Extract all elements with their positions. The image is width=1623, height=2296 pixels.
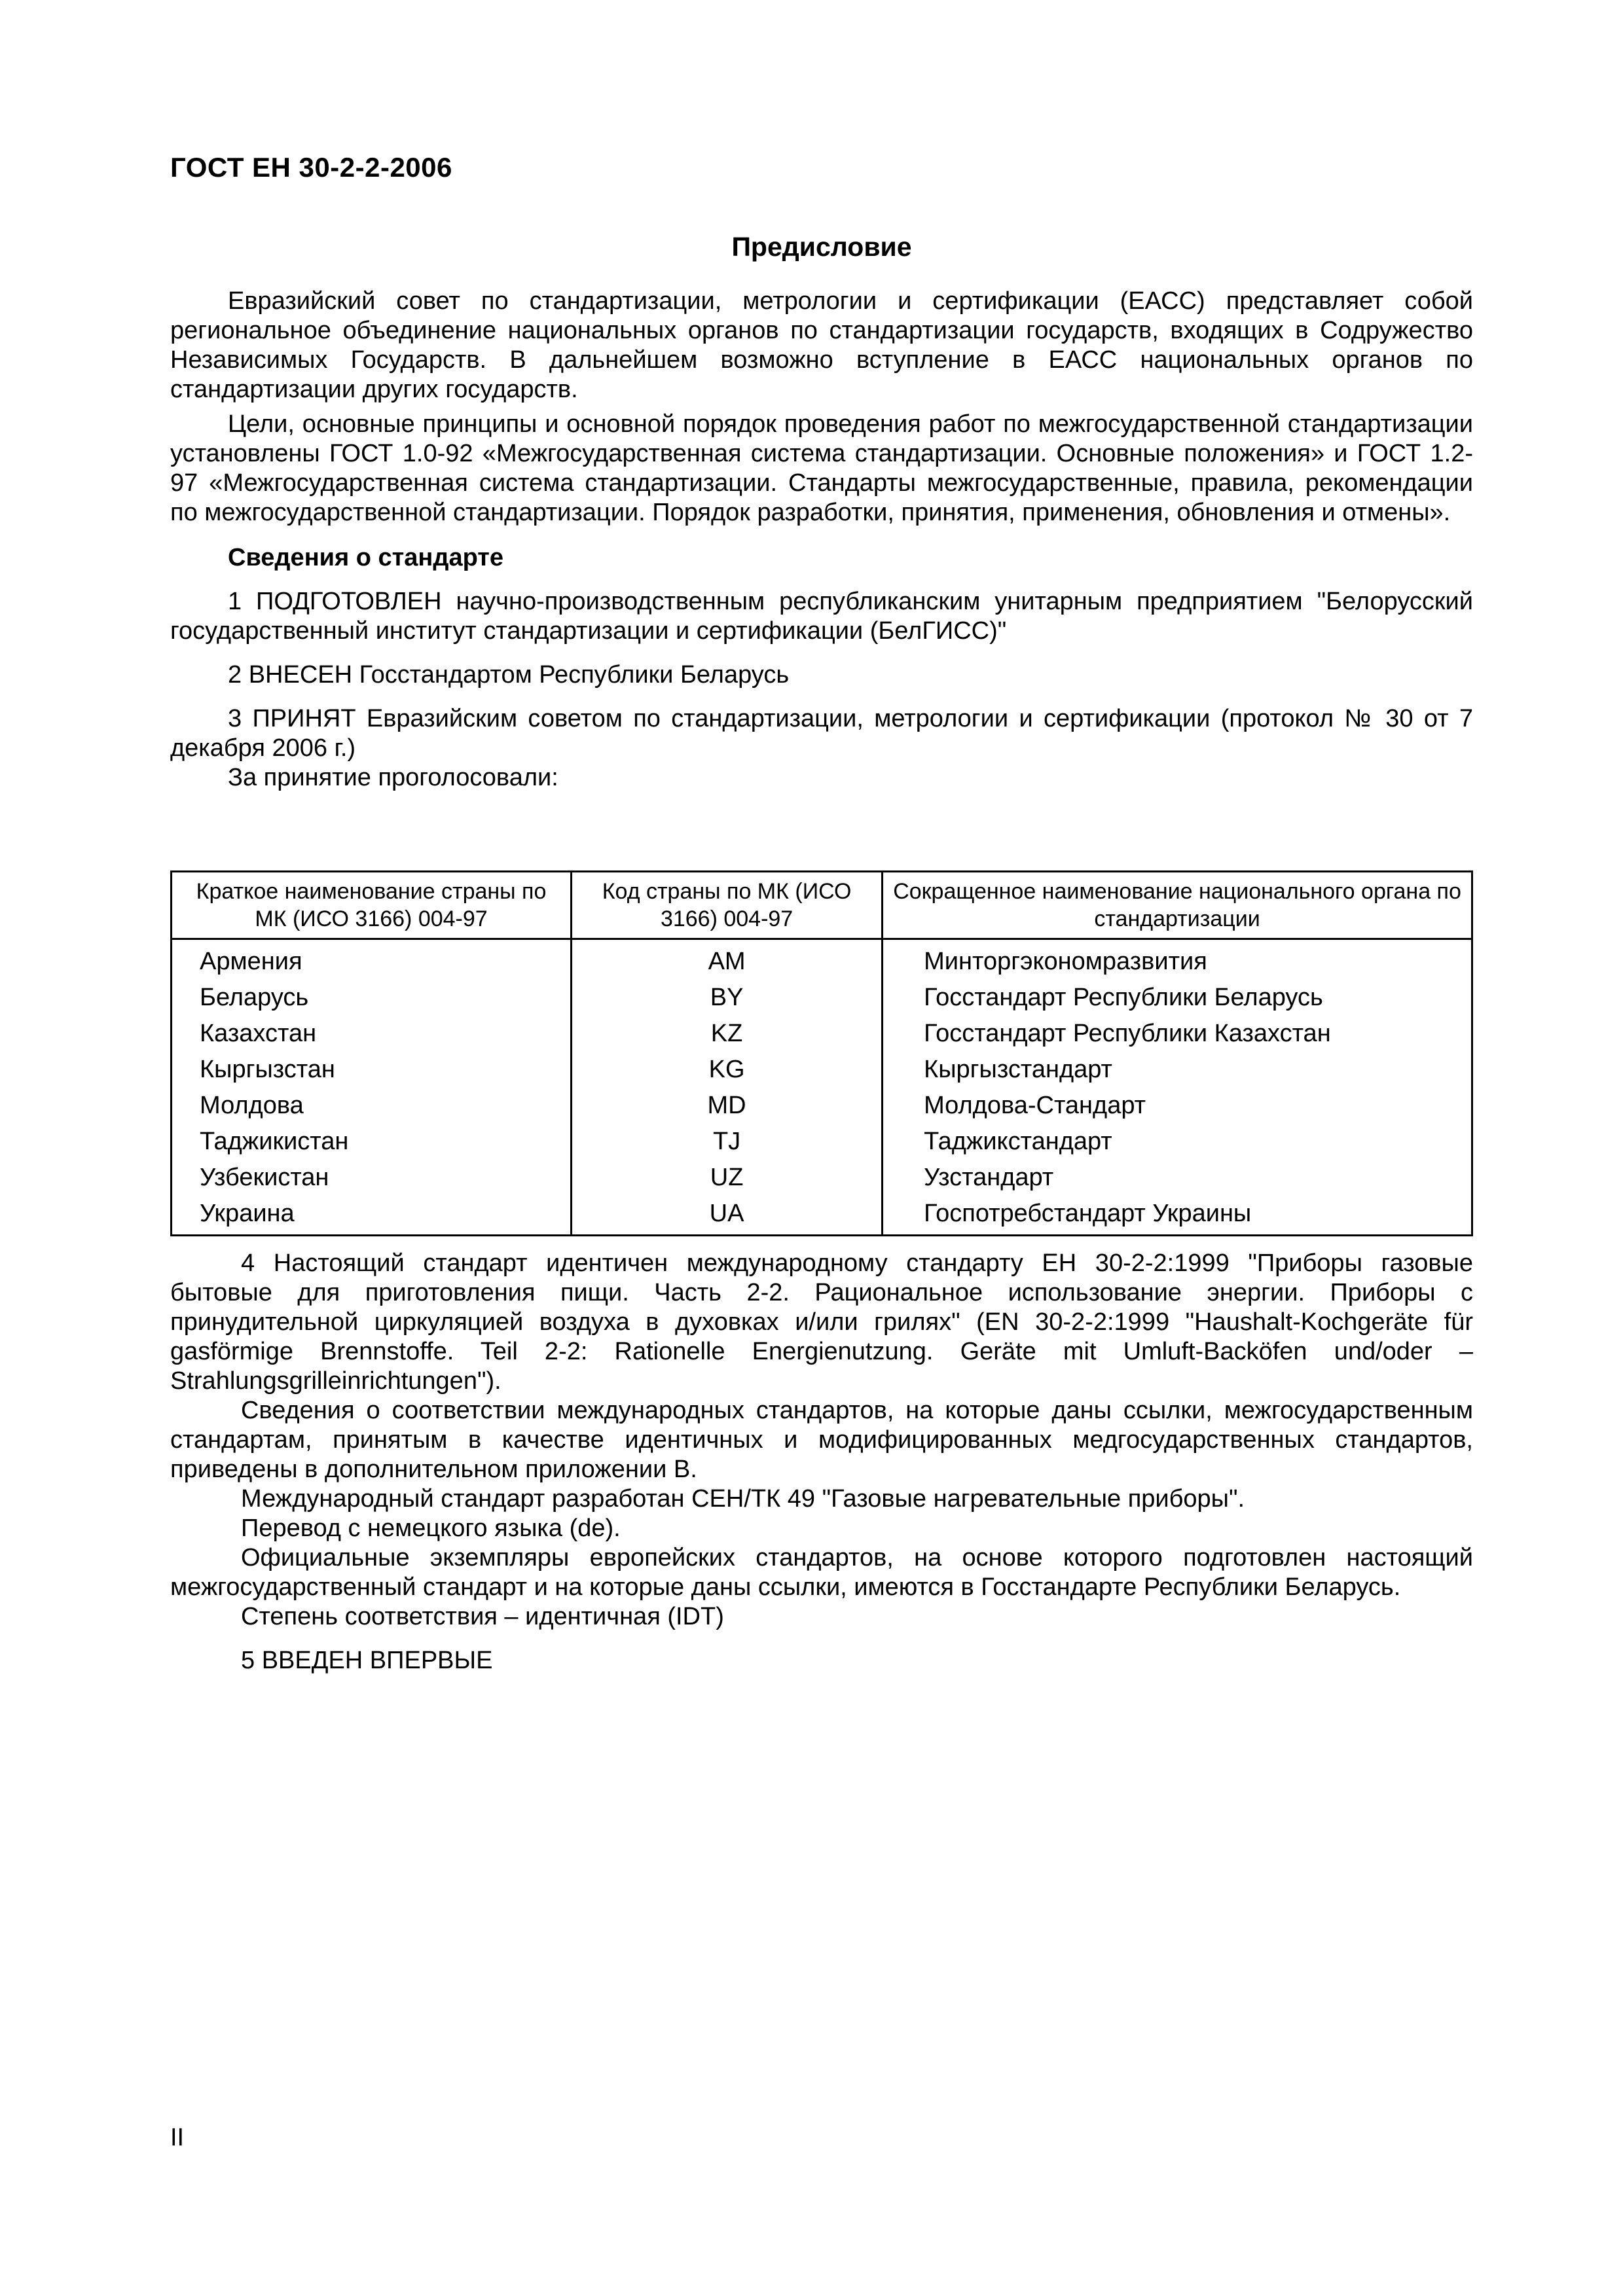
table-row: [172, 1160, 1472, 1196]
translation-paragraph: Перевод с немецкого языка (de).: [241, 1515, 621, 1542]
degree-of-conformity: Степень соответствия – идентичная (IDT): [241, 1603, 724, 1630]
table-row: [172, 980, 1472, 1016]
standard-info-heading: Сведения о стандарте: [228, 544, 504, 571]
table-header-code: Код страны по МК (ИСО 3166) 004-97: [572, 872, 883, 939]
developed-by-paragraph: Международный стандарт разработан СЕН/ТК 49 "Газовые нагревательные приборы".: [241, 1485, 1245, 1513]
preface-paragraph-1: Евразийский совет по стандартизации, метрологии и сертификации (ЕАСС) представляет собой региональное объединение национальных органов по стандартизации государств, входящих в Содружество Независимых Государств. В дальнейшем возможно вступление в ЕАСС национальных органов по стандартизации других государств.: [170, 287, 1473, 403]
cell-country: Беларусь: [172, 980, 572, 1016]
table-header-country: Краткое наименование страны по МК (ИСО 3166) 004-97: [172, 872, 572, 939]
cell-body: Госстандарт Республики Казахстан: [883, 1016, 1472, 1052]
cell-body: Таджикстандарт: [883, 1124, 1472, 1160]
standard-info-item-4: 4 Настоящий стандарт идентичен международному стандарту ЕН 30-2-2:1999 "Приборы газовые бытовые для приготовления пищи. Часть 2-2. Рациональное использование энергии. Приборы с принудительной циркуляцией воздуха в духовках и/или грилях" (EN 30-2-2:1999 "Haushalt-Kochgeräte für gasförmige Brennstoffe. Teil 2-2: Rationelle Energienutzung. Geräte mit Umluft-Backöfen und/oder – Strahlungsgrilleinrichtungen").: [170, 1249, 1473, 1395]
page-number: II: [170, 2124, 185, 2151]
cell-code: KZ: [572, 1016, 883, 1052]
table-row: [172, 939, 1472, 980]
table-row: [172, 1016, 1472, 1052]
cell-code: TJ: [572, 1124, 883, 1160]
preface-paragraph-2: Цели, основные принципы и основной порядок проведения работ по межгосударственной стандартизации установлены ГОСТ 1.0-92 «Межгосударственная система стандартизации. Основные положения» и ГОСТ 1.2-97 «Межгосударственная система стандартизации. Стандарты межгосударственные, правила, рекомендации по межгосударственной стандартизации. Порядок разработки, принятия, применения, обновления и отмены».: [170, 410, 1473, 526]
official-copies-paragraph: Официальные экземпляры европейских стандартов, на основе которого подготовлен настоящий межгосударственный стандарт и на которые даны ссылки, имеются в Госстандарте Республики Беларусь.: [170, 1544, 1473, 1601]
preface-title: Предисловие: [731, 232, 912, 262]
table-row: [172, 1052, 1472, 1088]
cell-code: UZ: [572, 1160, 883, 1196]
standard-info-item-1: 1 ПОДГОТОВЛЕН научно-производственным республиканским унитарным предприятием "Белорусский государственный институт стандартизации и сертификации (БелГИСС)": [170, 588, 1473, 645]
table-header-row: [172, 872, 1472, 939]
cell-country: Кыргызстан: [172, 1052, 572, 1088]
document-code: ГОСТ ЕН 30-2-2-2006: [170, 152, 452, 183]
cell-code: KG: [572, 1052, 883, 1088]
cell-code: AM: [572, 939, 883, 980]
cell-country: Узбекистан: [172, 1160, 572, 1196]
cell-body: Госпотребстандарт Украины: [883, 1196, 1472, 1236]
table-row: [172, 1088, 1472, 1124]
cell-country: Казахстан: [172, 1016, 572, 1052]
cell-code: UA: [572, 1196, 883, 1236]
cell-code: BY: [572, 980, 883, 1016]
table-row: [172, 1196, 1472, 1236]
cell-country: Украина: [172, 1196, 572, 1236]
standard-info-item-5: 5 ВВЕДЕН ВПЕРВЫЕ: [241, 1647, 493, 1674]
cell-country: Таджикистан: [172, 1124, 572, 1160]
standard-info-item-2: 2 ВНЕСЕН Госстандартом Республики Беларусь: [228, 661, 790, 689]
cell-body: Молдова-Стандарт: [883, 1088, 1472, 1124]
cell-body: Узстандарт: [883, 1160, 1472, 1196]
cell-body: Госстандарт Республики Беларусь: [883, 980, 1472, 1016]
preface-body: [170, 287, 1473, 793]
after-table-body: [170, 1249, 1473, 1676]
cell-body: Минторгэкономразвития: [883, 939, 1472, 980]
voting-table: [170, 870, 1473, 1236]
cell-body: Кыргызстандарт: [883, 1052, 1472, 1088]
table-row: [172, 1124, 1472, 1160]
cell-country: Молдова: [172, 1088, 572, 1124]
voted-label: За принятие проголосовали:: [228, 764, 558, 791]
table-header-body: Сокращенное наименование национального органа по стандартизации: [883, 872, 1472, 939]
standard-info-item-3: 3 ПРИНЯТ Евразийским советом по стандартизации, метрологии и сертификации (протокол № 30 от 7 декабря 2006 г.): [170, 705, 1473, 762]
cell-country: Армения: [172, 939, 572, 980]
cell-code: MD: [572, 1088, 883, 1124]
conformity-paragraph: Сведения о соответствии международных стандартов, на которые даны ссылки, межгосударственным стандартам, принятым в качестве идентичных и модифицированных медгосударственных стандартов, приведены в дополнительном приложении В.: [170, 1397, 1473, 1483]
